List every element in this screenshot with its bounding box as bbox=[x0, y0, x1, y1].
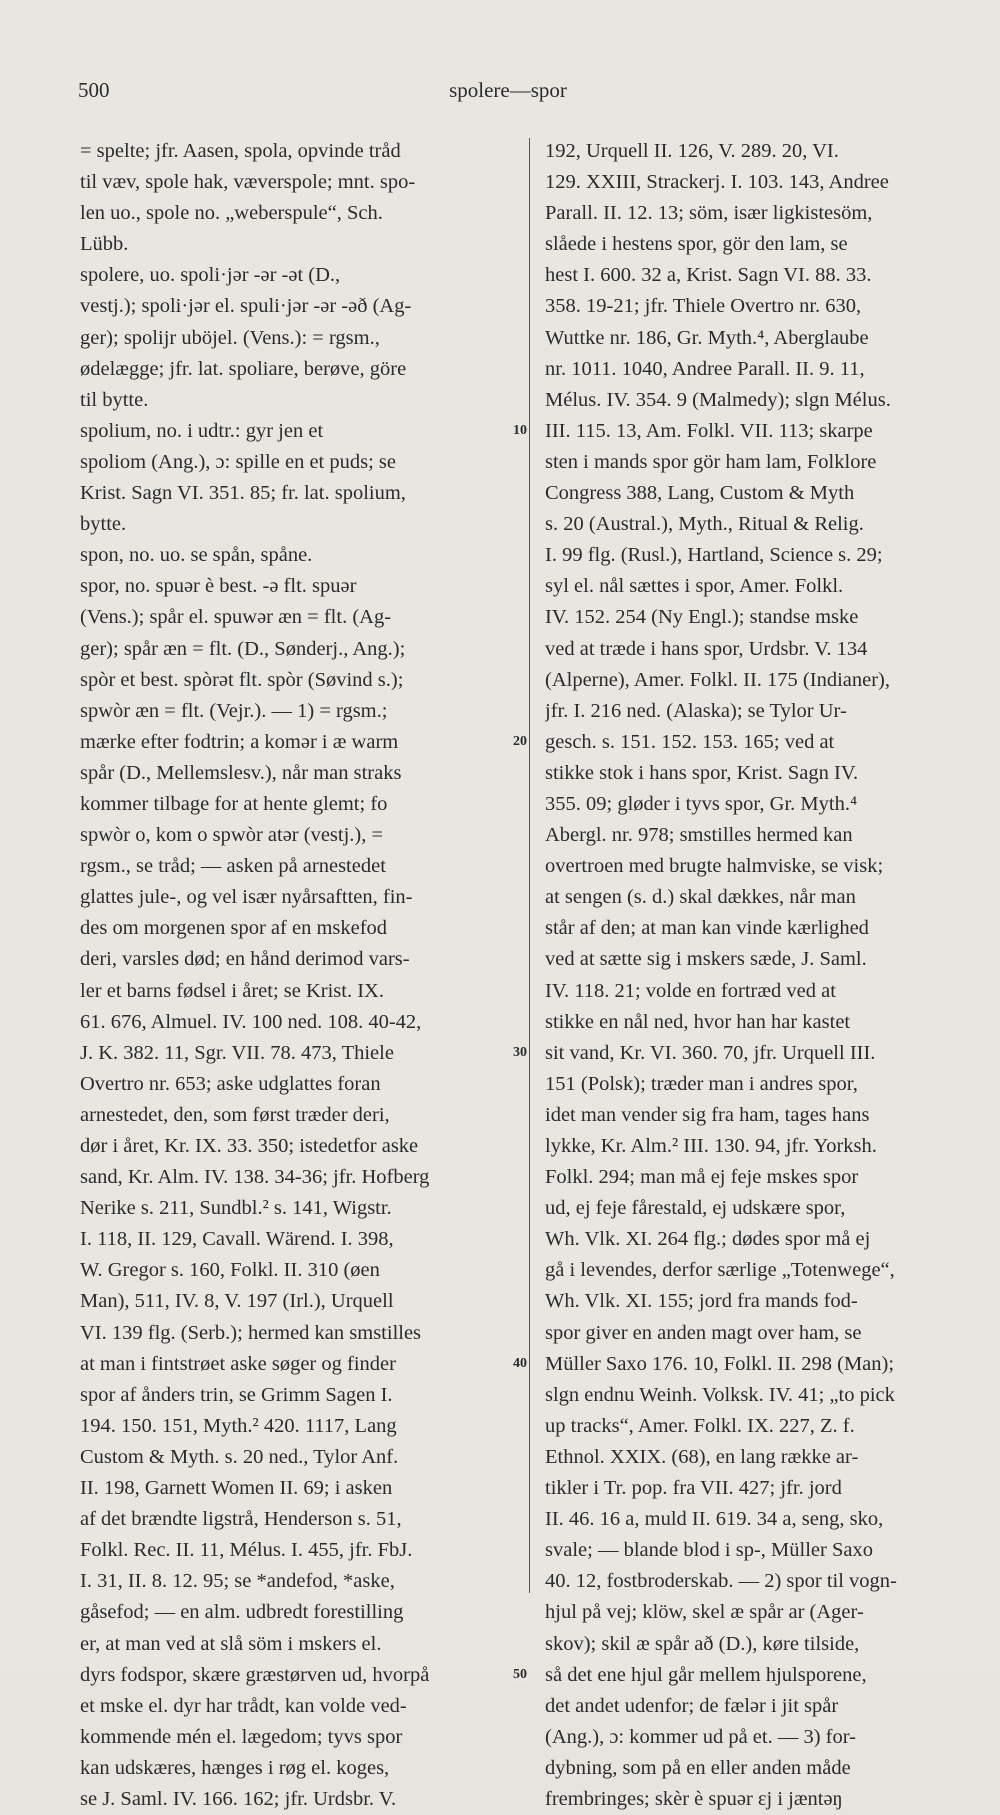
text-line: slåede i hestens spor, gör den lam, se bbox=[545, 233, 848, 256]
text-line: spolere, uo. spoli·jər -ər -ət (D., bbox=[80, 264, 341, 287]
text-line: hest I. 600. 32 a, Krist. Sagn VI. 88. 33. bbox=[545, 264, 872, 287]
text-line: et mske el. dyr har trådt, kan volde ved- bbox=[80, 1694, 407, 1717]
text-line: Nerike s. 211, Sundbl.² s. 141, Wigstr. bbox=[80, 1197, 392, 1220]
text-line: ved at sætte sig i mskers sæde, J. Saml. bbox=[545, 948, 867, 971]
text-line: III. 115. 13, Am. Folkl. VII. 113; skarpe bbox=[545, 419, 873, 442]
text-line: gesch. s. 151. 152. 153. 165; ved at bbox=[545, 730, 835, 753]
text-line: len uo., spole no. „weberspule“, Sch. bbox=[80, 202, 383, 225]
text-line: at sengen (s. d.) skal dækkes, når man bbox=[545, 886, 856, 909]
text-line: 194. 150. 151, Myth.² 420. 1117, Lang bbox=[80, 1414, 397, 1437]
text-line: gåsefod; — en alm. udbredt forestilling bbox=[80, 1601, 404, 1624]
text-line: 40. 12, fostbroderskab. — 2) spor til vogn- bbox=[545, 1570, 897, 1593]
text-line: frembringes; skèr è spuər ɛj i jæntəŋ bbox=[545, 1787, 843, 1810]
text-line: des om morgenen spor af en mskefod bbox=[80, 917, 388, 940]
line-number-marker: 30 bbox=[513, 1044, 527, 1060]
text-line: Wuttke nr. 186, Gr. Myth.⁴, Aberglaube bbox=[545, 326, 869, 349]
text-line: syl el. nål sættes i spor, Amer. Folkl. bbox=[545, 575, 844, 598]
text-line: nr. 1011. 1040, Andree Parall. II. 9. 11, bbox=[545, 357, 865, 380]
text-line: Ethnol. XXIX. (68), en lang række ar- bbox=[545, 1445, 859, 1468]
text-line: = spelte; jfr. Aasen, spola, opvinde tråd bbox=[80, 140, 401, 162]
line-number-marker: 10 bbox=[513, 422, 527, 438]
text-line: er, at man ved at slå söm i mskers el. bbox=[80, 1632, 382, 1655]
text-line: gå i levendes, derfor særlige „Totenwege“, bbox=[545, 1259, 895, 1282]
text-line: Man), 511, IV. 8, V. 197 (Irl.), Urquell bbox=[80, 1290, 394, 1313]
text-line: Lübb. bbox=[80, 233, 129, 256]
text-line: dør i året, Kr. IX. 33. 350; istedetfor aske bbox=[80, 1135, 419, 1157]
text-line: Mélus. IV. 354. 9 (Malmedy); slgn Mélus. bbox=[545, 388, 891, 411]
text-line: ødelægge; jfr. lat. spoliare, berøve, göre bbox=[80, 357, 407, 380]
text-line: arnestedet, den, som først træder deri, bbox=[80, 1103, 390, 1126]
text-line: ger); spolijr uböjel. (Vens.): = rgsm., bbox=[80, 326, 380, 349]
text-line: se J. Saml. IV. 166. 162; jfr. Urdsbr. V. bbox=[80, 1787, 397, 1810]
line-number-marker: 40 bbox=[513, 1355, 527, 1371]
text-line: sand, Kr. Alm. IV. 138. 34-36; jfr. Hofberg bbox=[80, 1166, 430, 1189]
text-line: af det brændte ligstrå, Henderson s. 51, bbox=[80, 1508, 402, 1531]
text-line: Krist. Sagn VI. 351. 85; fr. lat. spolium, bbox=[80, 482, 406, 505]
text-line: spor af ånders trin, se Grimm Sagen I. bbox=[80, 1383, 393, 1406]
text-line: Folkl. Rec. II. 11, Mélus. I. 455, jfr. FbJ. bbox=[80, 1539, 413, 1562]
text-line: Abergl. nr. 978; smstilles hermed kan bbox=[545, 824, 853, 847]
text-line: sten i mands spor gör ham lam, Folklore bbox=[545, 450, 877, 473]
text-line: Parall. II. 12. 13; söm, især ligkistesöm, bbox=[545, 202, 873, 225]
text-line: det andet udenfor; de fælər i jit spår bbox=[545, 1694, 839, 1717]
text-line: jfr. I. 216 ned. (Alaska); se Tylor Ur- bbox=[545, 699, 847, 722]
text-line: ved at træde i hans spor, Urdsbr. V. 134 bbox=[545, 637, 868, 660]
text-line: II. 198, Garnett Women II. 69; i asken bbox=[80, 1477, 393, 1500]
text-line: Congress 388, Lang, Custom & Myth bbox=[545, 482, 855, 505]
text-line: lykke, Kr. Alm.² III. 130. 94, jfr. Yorksh. bbox=[545, 1135, 877, 1157]
text-line: at man i fintstrøet aske søger og finder bbox=[80, 1352, 396, 1375]
text-line: spòr et best. spòrət flt. spòr (Søvind s.); bbox=[80, 668, 404, 691]
line-number-marker: 50 bbox=[513, 1666, 527, 1682]
page-number: 500 bbox=[78, 78, 110, 102]
text-line: spwòr o, kom o spwòr atər (vestj.), = bbox=[80, 824, 384, 847]
text-line: W. Gregor s. 160, Folkl. II. 310 (øen bbox=[80, 1259, 380, 1282]
text-line: II. 46. 16 a, muld II. 619. 34 a, seng, sko, bbox=[545, 1508, 884, 1531]
text-line: 151 (Polsk); træder man i andres spor, bbox=[545, 1072, 858, 1095]
text-line: Custom & Myth. s. 20 ned., Tylor Anf. bbox=[80, 1445, 399, 1468]
line-number-marker: 20 bbox=[513, 733, 527, 749]
text-line: spoliom (Ang.), ɔ: spille en et puds; se bbox=[80, 450, 396, 473]
text-line: så det ene hjul går mellem hjulsporene, bbox=[545, 1663, 867, 1686]
text-line: hjul på vej; klöw, skel æ spår ar (Ager- bbox=[545, 1601, 864, 1624]
text-line: spon, no. uo. se spån, spåne. bbox=[80, 544, 313, 567]
text-line: bytte. bbox=[80, 513, 127, 536]
text-line: dyrs fodspor, skære græstørven ud, hvorpå bbox=[80, 1663, 430, 1686]
left-column bbox=[80, 136, 520, 1815]
text-line: Folkl. 294; man må ej feje mskes spor bbox=[545, 1166, 859, 1189]
text-line: I. 99 flg. (Rusl.), Hartland, Science s. 29; bbox=[545, 544, 883, 567]
text-line: tikler i Tr. pop. fra VII. 427; jfr. jord bbox=[545, 1477, 842, 1500]
text-line: Wh. Vlk. XI. 155; jord fra mands fod- bbox=[545, 1290, 858, 1313]
text-line: 129. XXIII, Strackerj. I. 103. 143, Andree bbox=[545, 171, 889, 194]
text-line: Overtro nr. 653; aske udglattes foran bbox=[80, 1072, 381, 1095]
text-line: (Ang.), ɔ: kommer ud på et. — 3) for- bbox=[545, 1725, 856, 1748]
text-line: spolium, no. i udtr.: gyr jen et bbox=[80, 419, 324, 442]
text-line: står af den; at man kan vinde kærlighed bbox=[545, 917, 869, 940]
text-line: rgsm., se tråd; — asken på arnestedet bbox=[80, 855, 386, 878]
page-header bbox=[78, 78, 938, 108]
text-line: kommer tilbage for at hente glemt; fo bbox=[80, 792, 388, 815]
text-line: deri, varsles død; en hånd derimod vars- bbox=[80, 948, 410, 971]
text-line: kan udskæres, hænges i røg el. koges, bbox=[80, 1756, 390, 1779]
text-line: Wh. Vlk. XI. 264 flg.; dødes spor må ej bbox=[545, 1228, 871, 1251]
text-line: kommende mén el. lægedom; tyvs spor bbox=[80, 1725, 403, 1748]
text-line: spor giver en anden magt over ham, se bbox=[545, 1321, 862, 1344]
text-line: I. 118, II. 129, Cavall. Wärend. I. 398, bbox=[80, 1228, 394, 1251]
text-line: stikke en nål ned, hvor han har kastet bbox=[545, 1010, 851, 1033]
text-line: (Vens.); spår el. spuwər æn = flt. (Ag- bbox=[80, 606, 392, 629]
text-line: ud, ej feje fårestald, ej udskære spor, bbox=[545, 1197, 846, 1220]
text-line: dybning, som på en eller anden måde bbox=[545, 1756, 851, 1779]
text-line: stikke stok i hans spor, Krist. Sagn IV. bbox=[545, 761, 859, 784]
text-line: 358. 19-21; jfr. Thiele Overtro nr. 630, bbox=[545, 295, 862, 318]
text-line: 61. 676, Almuel. IV. 100 ned. 108. 40-42, bbox=[80, 1010, 422, 1033]
text-line: sit vand, Kr. VI. 360. 70, jfr. Urquell III. bbox=[545, 1041, 876, 1064]
text-line: IV. 152. 254 (Ny Engl.); standse mske bbox=[545, 606, 859, 629]
text-line: IV. 118. 21; volde en fortræd ved at bbox=[545, 979, 836, 1002]
text-line: Müller Saxo 176. 10, Folkl. II. 298 (Man); bbox=[545, 1352, 895, 1375]
text-line: ger); spår æn = flt. (D., Sønderj., Ang.); bbox=[80, 637, 406, 660]
text-line: mærke efter fodtrin; a komər i æ warm bbox=[80, 730, 399, 753]
running-head: spolere—spor bbox=[449, 78, 567, 102]
text-line: 355. 09; gløder i tyvs spor, Gr. Myth.⁴ bbox=[545, 792, 858, 815]
text-line: VI. 139 flg. (Serb.); hermed kan smstilles bbox=[80, 1321, 422, 1344]
text-line: glattes jule-, og vel især nyårsaftten, fin- bbox=[80, 886, 413, 909]
right-column bbox=[545, 136, 975, 1815]
text-line: I. 31, II. 8. 12. 95; se *andefod, *aske, bbox=[80, 1570, 395, 1593]
text-line: vestj.); spoli·jər el. spuli·jər -ər -əð (Ag- bbox=[80, 295, 412, 318]
text-line: J. K. 382. 11, Sgr. VII. 78. 473, Thiele bbox=[80, 1041, 394, 1064]
text-line: til bytte. bbox=[80, 388, 149, 411]
text-line: s. 20 (Austral.), Myth., Ritual & Relig. bbox=[545, 513, 864, 536]
text-line: skov); skil æ spår að (D.), køre tilside, bbox=[545, 1632, 860, 1655]
text-line: slgn endnu Weinh. Volksk. IV. 41; „to pick bbox=[545, 1383, 895, 1406]
text-line: spwòr æn = flt. (Vejr.). — 1) = rgsm.; bbox=[80, 699, 388, 722]
text-line: ler et barns fødsel i året; se Krist. IX. bbox=[80, 979, 384, 1002]
text-line: spår (D., Mellemslesv.), når man straks bbox=[80, 761, 402, 784]
text-line: up tracks“, Amer. Folkl. IX. 227, Z. f. bbox=[545, 1414, 855, 1437]
text-line: overtroen med brugte halmviske, se visk; bbox=[545, 855, 884, 878]
text-line: 192, Urquell II. 126, V. 289. 20, VI. bbox=[545, 140, 839, 162]
text-line: svale; — blande blod i sp-, Müller Saxo bbox=[545, 1539, 873, 1562]
text-line: til væv, spole hak, væverspole; mnt. spo- bbox=[80, 171, 416, 194]
text-line: (Alperne), Amer. Folkl. II. 175 (Indianer), bbox=[545, 668, 890, 691]
text-line: idet man vender sig fra ham, tages hans bbox=[545, 1103, 870, 1126]
column-divider bbox=[529, 138, 530, 1593]
text-line: spor, no. spuər è best. -ə flt. spuər bbox=[80, 575, 357, 598]
